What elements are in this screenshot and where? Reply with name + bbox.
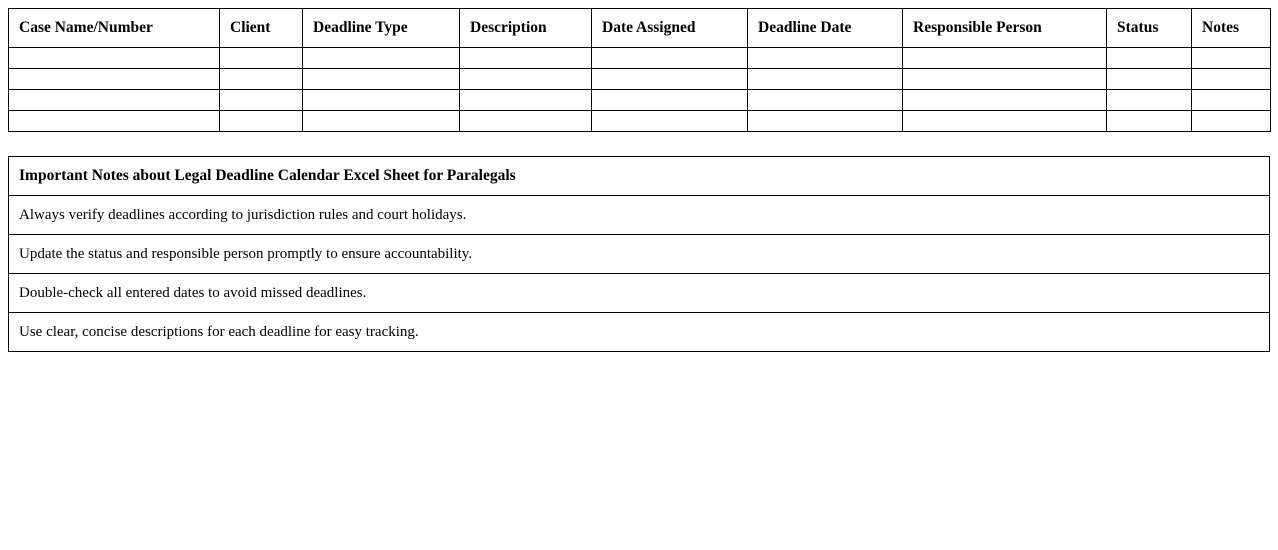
column-header-case-name: Case Name/Number xyxy=(9,9,220,48)
notes-title: Important Notes about Legal Deadline Calendar Excel Sheet for Paralegals xyxy=(9,157,1270,196)
table-cell[interactable] xyxy=(903,111,1107,132)
list-item xyxy=(9,313,1270,352)
table-cell[interactable] xyxy=(1192,69,1271,90)
table-row xyxy=(9,69,1271,90)
list-item xyxy=(9,274,1270,313)
page-content xyxy=(8,8,1270,352)
column-header-deadline-type: Deadline Type xyxy=(303,9,460,48)
table-cell[interactable] xyxy=(1107,48,1192,69)
table-cell[interactable] xyxy=(303,90,460,111)
table-cell[interactable] xyxy=(303,111,460,132)
table-cell[interactable] xyxy=(1192,48,1271,69)
column-header-notes: Notes xyxy=(1192,9,1271,48)
table-cell[interactable] xyxy=(9,69,220,90)
table-cell[interactable] xyxy=(220,111,303,132)
table-cell[interactable] xyxy=(220,69,303,90)
table-row xyxy=(9,48,1271,69)
important-notes-table xyxy=(8,156,1270,352)
table-cell[interactable] xyxy=(9,48,220,69)
table-header-row xyxy=(9,9,1271,48)
note-text: Use clear, concise descriptions for each deadline for easy tracking. xyxy=(9,313,1270,352)
table-cell[interactable] xyxy=(460,48,592,69)
table-cell[interactable] xyxy=(1192,90,1271,111)
table-cell[interactable] xyxy=(220,90,303,111)
table-cell[interactable] xyxy=(1107,111,1192,132)
table-cell[interactable] xyxy=(903,90,1107,111)
list-item xyxy=(9,196,1270,235)
deadline-tracker-table xyxy=(8,8,1271,132)
table-cell[interactable] xyxy=(9,90,220,111)
table-cell[interactable] xyxy=(592,111,748,132)
table-cell[interactable] xyxy=(748,111,903,132)
table-cell[interactable] xyxy=(1107,69,1192,90)
table-cell[interactable] xyxy=(220,48,303,69)
table-cell[interactable] xyxy=(903,48,1107,69)
column-header-responsible-person: Responsible Person xyxy=(903,9,1107,48)
table-cell[interactable] xyxy=(460,111,592,132)
table-cell[interactable] xyxy=(592,48,748,69)
table-cell[interactable] xyxy=(1107,90,1192,111)
table-cell[interactable] xyxy=(903,69,1107,90)
table-cell[interactable] xyxy=(592,69,748,90)
column-header-status: Status xyxy=(1107,9,1192,48)
table-row xyxy=(9,90,1271,111)
column-header-date-assigned: Date Assigned xyxy=(592,9,748,48)
column-header-deadline-date: Deadline Date xyxy=(748,9,903,48)
table-cell[interactable] xyxy=(460,69,592,90)
list-item xyxy=(9,235,1270,274)
table-row xyxy=(9,111,1271,132)
table-cell[interactable] xyxy=(748,90,903,111)
note-text: Update the status and responsible person promptly to ensure accountability. xyxy=(9,235,1270,274)
table-cell[interactable] xyxy=(303,69,460,90)
column-header-client: Client xyxy=(220,9,303,48)
note-text: Double-check all entered dates to avoid missed deadlines. xyxy=(9,274,1270,313)
table-cell[interactable] xyxy=(1192,111,1271,132)
table-cell[interactable] xyxy=(748,48,903,69)
table-cell[interactable] xyxy=(748,69,903,90)
column-header-description: Description xyxy=(460,9,592,48)
table-cell[interactable] xyxy=(303,48,460,69)
notes-header-row xyxy=(9,157,1270,196)
note-text: Always verify deadlines according to jurisdiction rules and court holidays. xyxy=(9,196,1270,235)
table-cell[interactable] xyxy=(9,111,220,132)
table-cell[interactable] xyxy=(460,90,592,111)
table-cell[interactable] xyxy=(592,90,748,111)
